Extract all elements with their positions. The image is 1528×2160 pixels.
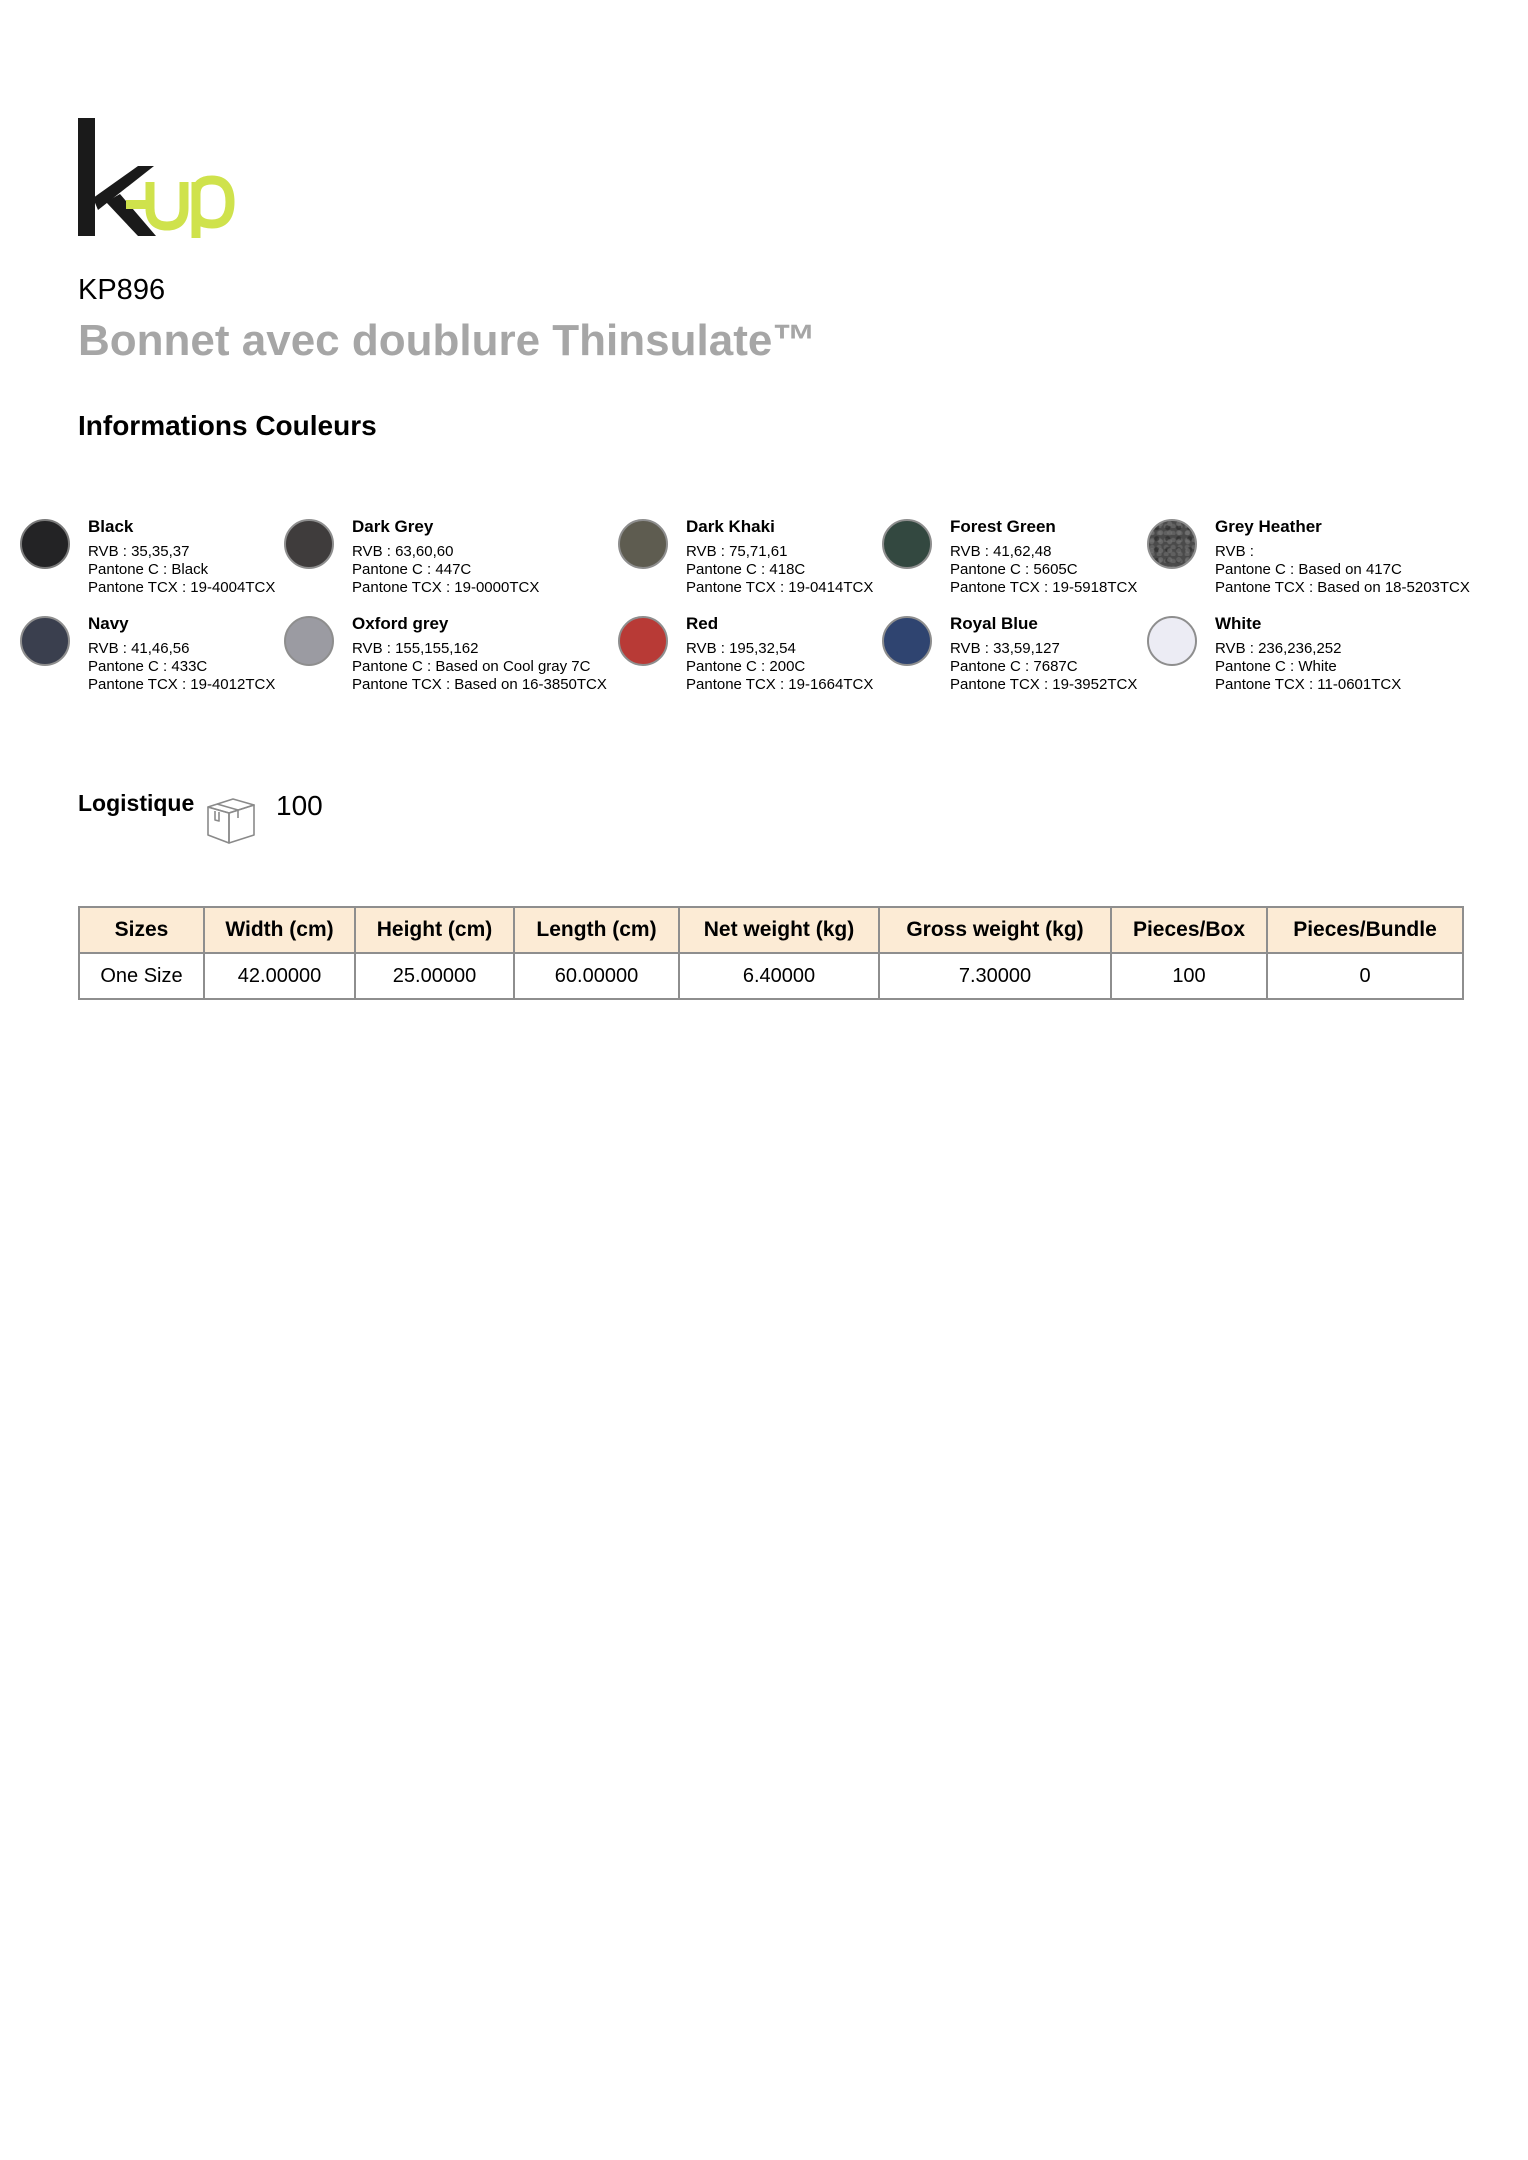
table-header-cell: Width (cm) <box>204 907 355 953</box>
color-rvb: RVB : 75,71,61 <box>686 543 788 560</box>
color-rvb: RVB : 195,32,54 <box>686 640 796 657</box>
table-cell: 60.00000 <box>514 953 679 999</box>
table-header-cell: Sizes <box>79 907 204 953</box>
color-name: Dark Khaki <box>686 517 775 536</box>
color-name: Navy <box>88 614 129 633</box>
color-rvb: RVB : 33,59,127 <box>950 640 1060 657</box>
color-rvb: RVB : 63,60,60 <box>352 543 454 560</box>
color-name: Royal Blue <box>950 614 1038 633</box>
color-pantone-tcx: Pantone TCX : 19-5918TCX <box>950 579 1138 596</box>
color-swatch <box>1147 519 1197 569</box>
table-cell: 0 <box>1267 953 1463 999</box>
color-pantone-c: Pantone C : White <box>1215 658 1337 675</box>
color-swatch <box>284 616 334 666</box>
color-pantone-tcx: Pantone TCX : 19-4012TCX <box>88 676 276 693</box>
color-name: Forest Green <box>950 517 1056 536</box>
table-header-cell: Gross weight (kg) <box>879 907 1111 953</box>
table-header-row <box>79 907 1463 953</box>
table-cell: 100 <box>1111 953 1267 999</box>
table-cell: One Size <box>79 953 204 999</box>
table-row <box>79 953 1463 999</box>
color-swatch <box>1147 616 1197 666</box>
logistics-table <box>78 906 1464 1000</box>
color-name: Grey Heather <box>1215 517 1322 536</box>
color-pantone-c: Pantone C : Based on 417C <box>1215 561 1402 578</box>
color-pantone-tcx: Pantone TCX : 19-3952TCX <box>950 676 1138 693</box>
logistics-label: Logistique <box>78 790 195 816</box>
color-swatch <box>882 519 932 569</box>
color-pantone-tcx: Pantone TCX : Based on 16-3850TCX <box>352 676 607 693</box>
color-pantone-tcx: Pantone TCX : 19-0414TCX <box>686 579 874 596</box>
color-swatch <box>618 616 668 666</box>
colors-section-heading: Informations Couleurs <box>78 410 377 441</box>
box-icon <box>205 793 257 845</box>
color-pantone-c: Pantone C : 447C <box>352 561 472 578</box>
color-name: Black <box>88 517 134 536</box>
color-rvb: RVB : 41,46,56 <box>88 640 190 657</box>
table-header-cell: Net weight (kg) <box>679 907 879 953</box>
color-name: Dark Grey <box>352 517 434 536</box>
table-cell: 42.00000 <box>204 953 355 999</box>
color-rvb: RVB : <box>1215 543 1254 560</box>
color-name: Red <box>686 614 719 633</box>
color-pantone-c: Pantone C : Black <box>88 561 209 578</box>
table-header-cell: Pieces/Bundle <box>1267 907 1463 953</box>
color-swatch <box>284 519 334 569</box>
product-title: Bonnet avec doublure Thinsulate™ <box>78 316 817 365</box>
table-cell: 6.40000 <box>679 953 879 999</box>
table-header-cell: Pieces/Box <box>1111 907 1267 953</box>
table-cell: 25.00000 <box>355 953 514 999</box>
color-pantone-c: Pantone C : 5605C <box>950 561 1078 578</box>
color-name: White <box>1215 614 1262 633</box>
color-rvb: RVB : 41,62,48 <box>950 543 1052 560</box>
color-pantone-c: Pantone C : 433C <box>88 658 208 675</box>
color-rvb: RVB : 155,155,162 <box>352 640 479 657</box>
table-cell: 7.30000 <box>879 953 1111 999</box>
color-swatch <box>20 616 70 666</box>
color-pantone-tcx: Pantone TCX : Based on 18-5203TCX <box>1215 579 1470 596</box>
k-up-logo <box>76 116 236 240</box>
color-rvb: RVB : 35,35,37 <box>88 543 190 560</box>
table-header-cell: Length (cm) <box>514 907 679 953</box>
logistics-value: 100 <box>276 790 323 821</box>
color-swatch <box>20 519 70 569</box>
color-swatch <box>882 616 932 666</box>
color-pantone-c: Pantone C : Based on Cool gray 7C <box>352 658 591 675</box>
color-swatch <box>618 519 668 569</box>
color-pantone-tcx: Pantone TCX : 19-4004TCX <box>88 579 276 596</box>
color-name: Oxford grey <box>352 614 449 633</box>
color-rvb: RVB : 236,236,252 <box>1215 640 1342 657</box>
product-reference: KP896 <box>78 274 166 306</box>
color-pantone-tcx: Pantone TCX : 11-0601TCX <box>1215 676 1402 693</box>
color-pantone-tcx: Pantone TCX : 19-0000TCX <box>352 579 540 596</box>
color-pantone-tcx: Pantone TCX : 19-1664TCX <box>686 676 874 693</box>
color-pantone-c: Pantone C : 418C <box>686 561 806 578</box>
table-header-cell: Height (cm) <box>355 907 514 953</box>
color-pantone-c: Pantone C : 7687C <box>950 658 1078 675</box>
color-pantone-c: Pantone C : 200C <box>686 658 806 675</box>
